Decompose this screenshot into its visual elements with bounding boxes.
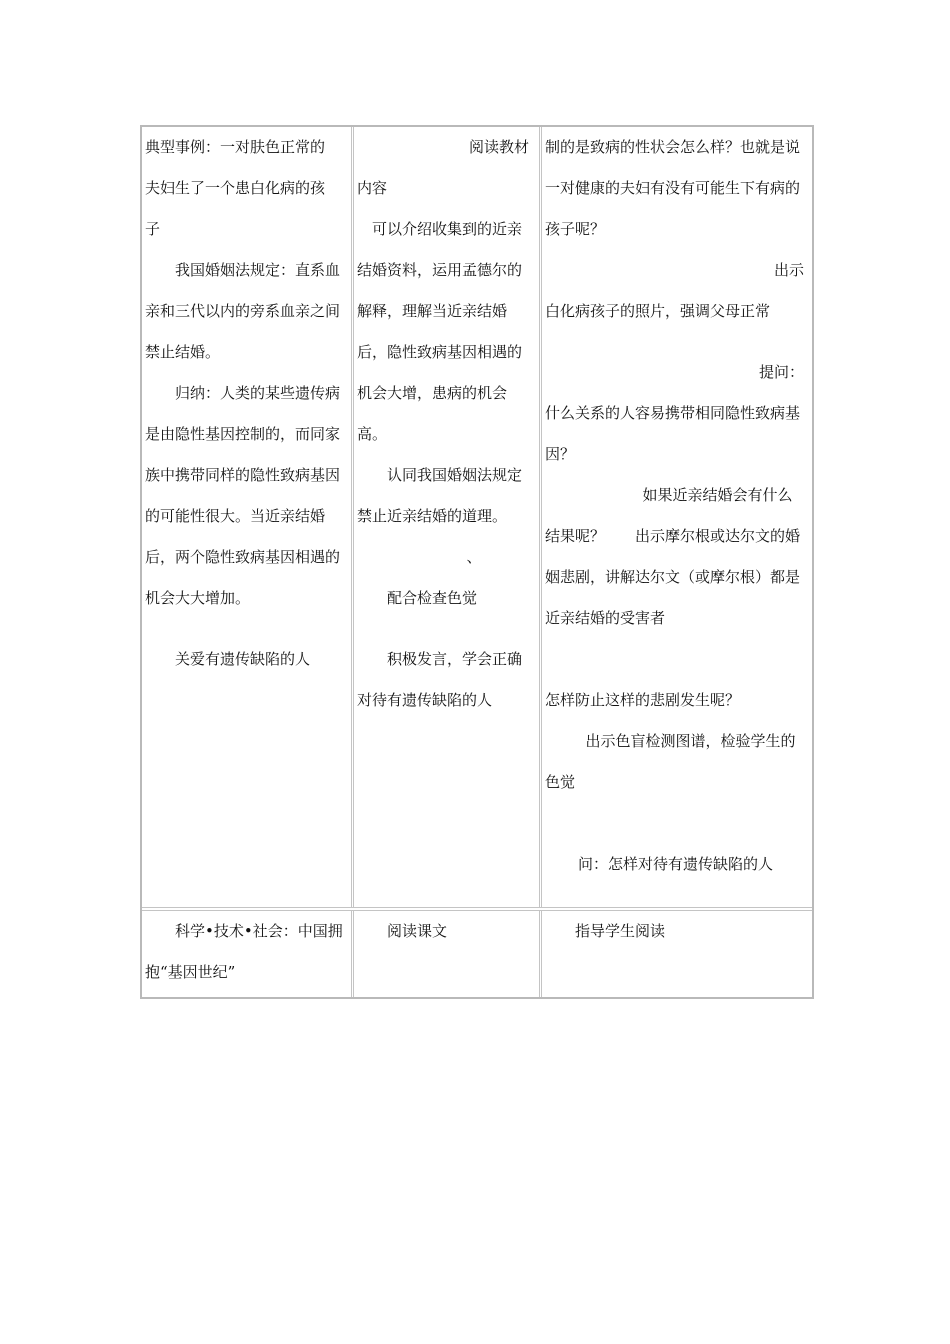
result-text: 如果近亲结婚会有什么结果呢？ 出示摩尔根或达尔文的婚姻悲剧，讲解达尔文（或摩尔根）都是近亲结婚的受害者 — [545, 486, 801, 627]
content-column-cell — [142, 911, 354, 997]
content-text: 内容 — [357, 179, 388, 197]
teacher-activity-cell — [542, 127, 808, 907]
sts-text: 科学•技术•社会：中国拥抱“基因世纪” — [145, 922, 343, 981]
cooperate-text: 配合检查色觉 — [387, 589, 478, 607]
example-line-3: 子 — [145, 220, 161, 238]
read-text: 阅读课文 — [387, 922, 448, 940]
table-row — [142, 907, 812, 997]
example-line-1: 典型事例：一对肤色正常的 — [145, 138, 326, 156]
content-column-cell — [142, 127, 354, 907]
show-label: 出示 — [773, 261, 804, 279]
speak-text: 积极发言，学会正确对待有遗传缺陷的人 — [357, 650, 523, 709]
read-material-text: 阅读教材 — [468, 138, 529, 156]
student-activity-cell — [354, 127, 542, 907]
treat-text: 问：怎样对待有遗传缺陷的人 — [578, 855, 774, 873]
question-text: 制的是致病的性状会怎么样？也就是说一对健康的夫妇有没有可能生下有病的孩子呢？ — [545, 138, 801, 238]
lesson-table — [140, 125, 814, 999]
marriage-law-text: 我国婚姻法规定：直系血亲和三代以内的旁系血亲之间禁止结婚。 — [145, 261, 341, 361]
example-line-2: 夫妇生了一个患白化病的孩 — [145, 179, 326, 197]
colorblind-text: 出示色盲检测图谱，检验学生的色觉 — [545, 732, 796, 791]
summary-text: 归纳：人类的某些遗传病是由隐性基因控制的，而同家族中携带同样的隐性致病基因的可能性很大。当近亲结婚后，两个隐性致病基因相遇的机会大大增加。 — [145, 384, 341, 607]
prevent-text: 怎样防止这样的悲剧发生呢？ — [545, 691, 741, 709]
albino-text: 白化病孩子的照片，强调父母正常 — [545, 302, 771, 320]
agree-text: 认同我国婚姻法规定禁止近亲结婚的道理。 — [357, 466, 523, 525]
intro-text: 可以介绍收集到的近亲结婚资料，运用孟德尔的解释，理解当近亲结婚后，隐性致病基因相遇的机会大增，患病的机会高。 — [357, 220, 523, 443]
table-row — [142, 127, 812, 907]
student-activity-cell — [354, 911, 542, 997]
punctuation-mark: 、 — [466, 548, 482, 566]
care-heading: 关爱有遗传缺陷的人 — [175, 650, 311, 668]
relation-text: 什么关系的人容易携带相同隐性致病基因？ — [545, 404, 801, 463]
ask-label: 提问： — [758, 363, 804, 381]
guide-text: 指导学生阅读 — [575, 922, 666, 940]
teacher-activity-cell — [542, 911, 808, 997]
